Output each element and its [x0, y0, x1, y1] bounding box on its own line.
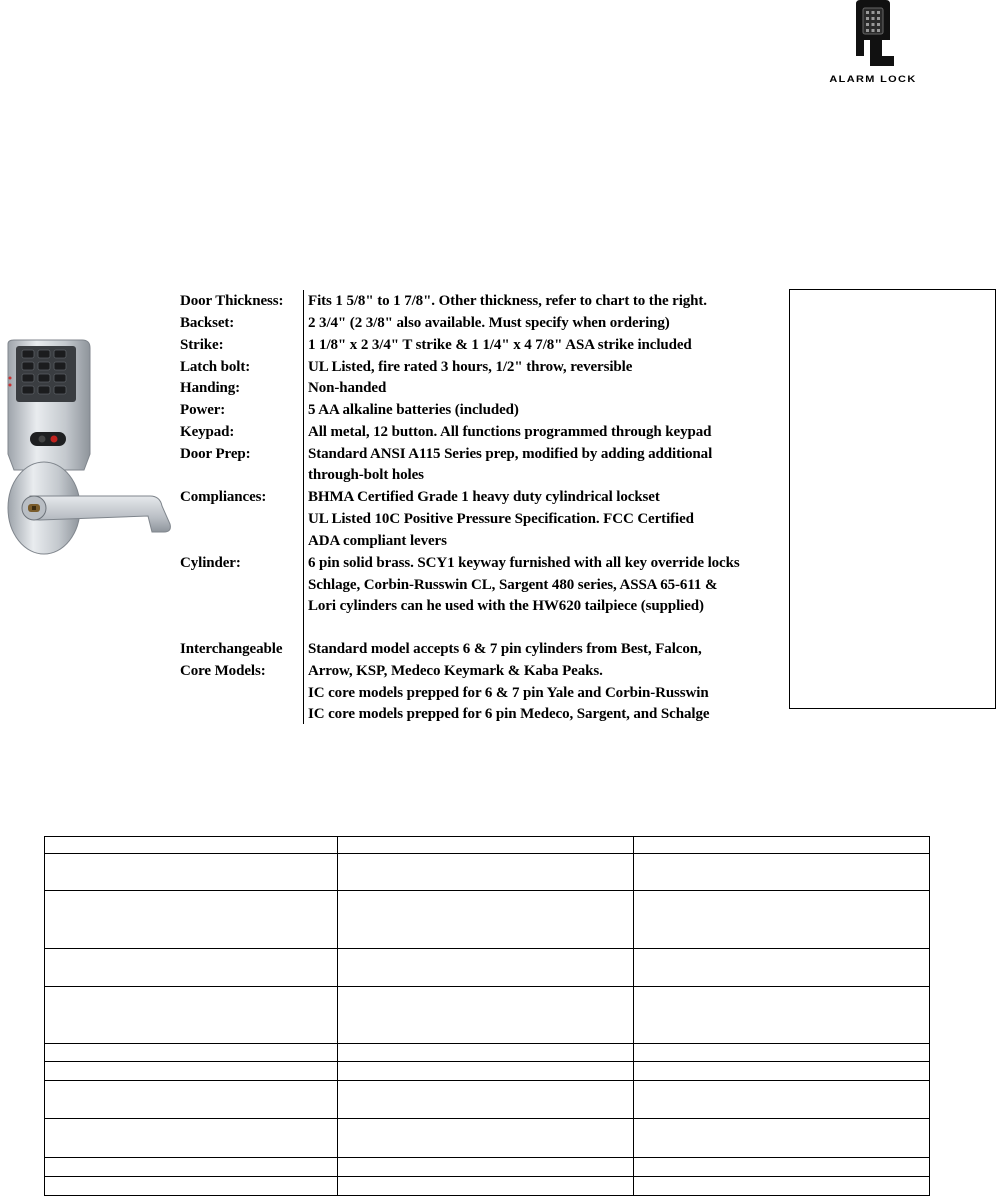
spec-label: Door Thickness:	[180, 293, 284, 309]
table-rule	[44, 986, 930, 987]
table-rule	[44, 948, 930, 949]
spec-value: 6 pin solid brass. SCY1 keyway furnished with all key override locks	[308, 555, 740, 571]
spec-value: IC core models prepped for 6 pin Medeco, Sargent, and Schalge	[308, 706, 710, 722]
spec-value: Non-handed	[308, 380, 387, 396]
spec-label: Core Models:	[180, 663, 266, 679]
spec-value: through-bolt holes	[308, 467, 424, 483]
spec-value: Fits 1 5/8" to 1 7/8". Other thickness, refer to chart to the right.	[308, 293, 707, 309]
table-rule	[929, 836, 930, 1196]
alarm-lock-logo	[808, 0, 938, 86]
table-rule	[44, 1157, 930, 1158]
spec-value: 1 1/8" x 2 3/4" T strike & 1 1/4" x 4 7/8" ASA strike included	[308, 337, 692, 353]
table-rule	[44, 890, 930, 891]
table-rule	[44, 836, 930, 837]
spec-label: Compliances:	[180, 489, 267, 505]
table-rule	[337, 836, 338, 1196]
logo-text: ALARM LOCK	[829, 74, 917, 85]
table-rule	[44, 1061, 930, 1062]
table-rule	[44, 1043, 930, 1044]
alarm-lock-logo-icon	[850, 0, 896, 70]
table-rule	[633, 836, 634, 1196]
spec-value: Standard ANSI A115 Series prep, modified by adding additional	[308, 446, 713, 462]
keypad-lever-lock-image	[0, 338, 175, 584]
spec-label: Power:	[180, 402, 226, 418]
spec-label: Strike:	[180, 337, 224, 353]
spec-value: ADA compliant levers	[308, 533, 447, 549]
table-rule	[44, 836, 45, 1196]
spec-value: Lori cylinders can he used with the HW620 tailpiece (supplied)	[308, 598, 704, 614]
spec-label: Latch bolt:	[180, 359, 251, 375]
side-chart-box	[789, 289, 996, 709]
table-rule	[44, 1080, 930, 1081]
table-rule	[44, 1176, 930, 1177]
spec-label: Cylinder:	[180, 555, 241, 571]
spec-value: 2 3/4" (2 3/8" also available. Must specify when ordering)	[308, 315, 670, 331]
empty-table	[44, 836, 930, 1196]
spec-label: Keypad:	[180, 424, 235, 440]
spec-value: IC core models prepped for 6 & 7 pin Yale and Corbin-Russwin	[308, 685, 709, 701]
spec-value: BHMA Certified Grade 1 heavy duty cylindrical lockset	[308, 489, 660, 505]
spec-label: Interchangeable	[180, 641, 283, 657]
table-rule	[44, 1118, 930, 1119]
spec-value: 5 AA alkaline batteries (included)	[308, 402, 519, 418]
table-rule	[44, 1195, 930, 1196]
spec-value: UL Listed 10C Positive Pressure Specification. FCC Certified	[308, 511, 694, 527]
spec-value: Arrow, KSP, Medeco Keymark & Kaba Peaks.	[308, 663, 603, 679]
spec-value: All metal, 12 button. All functions programmed through keypad	[308, 424, 712, 440]
spec-value: Schlage, Corbin-Russwin CL, Sargent 480 series, ASSA 65-611 &	[308, 577, 718, 593]
spec-label: Backset:	[180, 315, 235, 331]
spec-value: Standard model accepts 6 & 7 pin cylinders from Best, Falcon,	[308, 641, 702, 657]
spec-label: Door Prep:	[180, 446, 251, 462]
spec-value: UL Listed, fire rated 3 hours, 1/2" throw, reversible	[308, 359, 633, 375]
table-rule	[44, 853, 930, 854]
spec-label: Handing:	[180, 380, 241, 396]
